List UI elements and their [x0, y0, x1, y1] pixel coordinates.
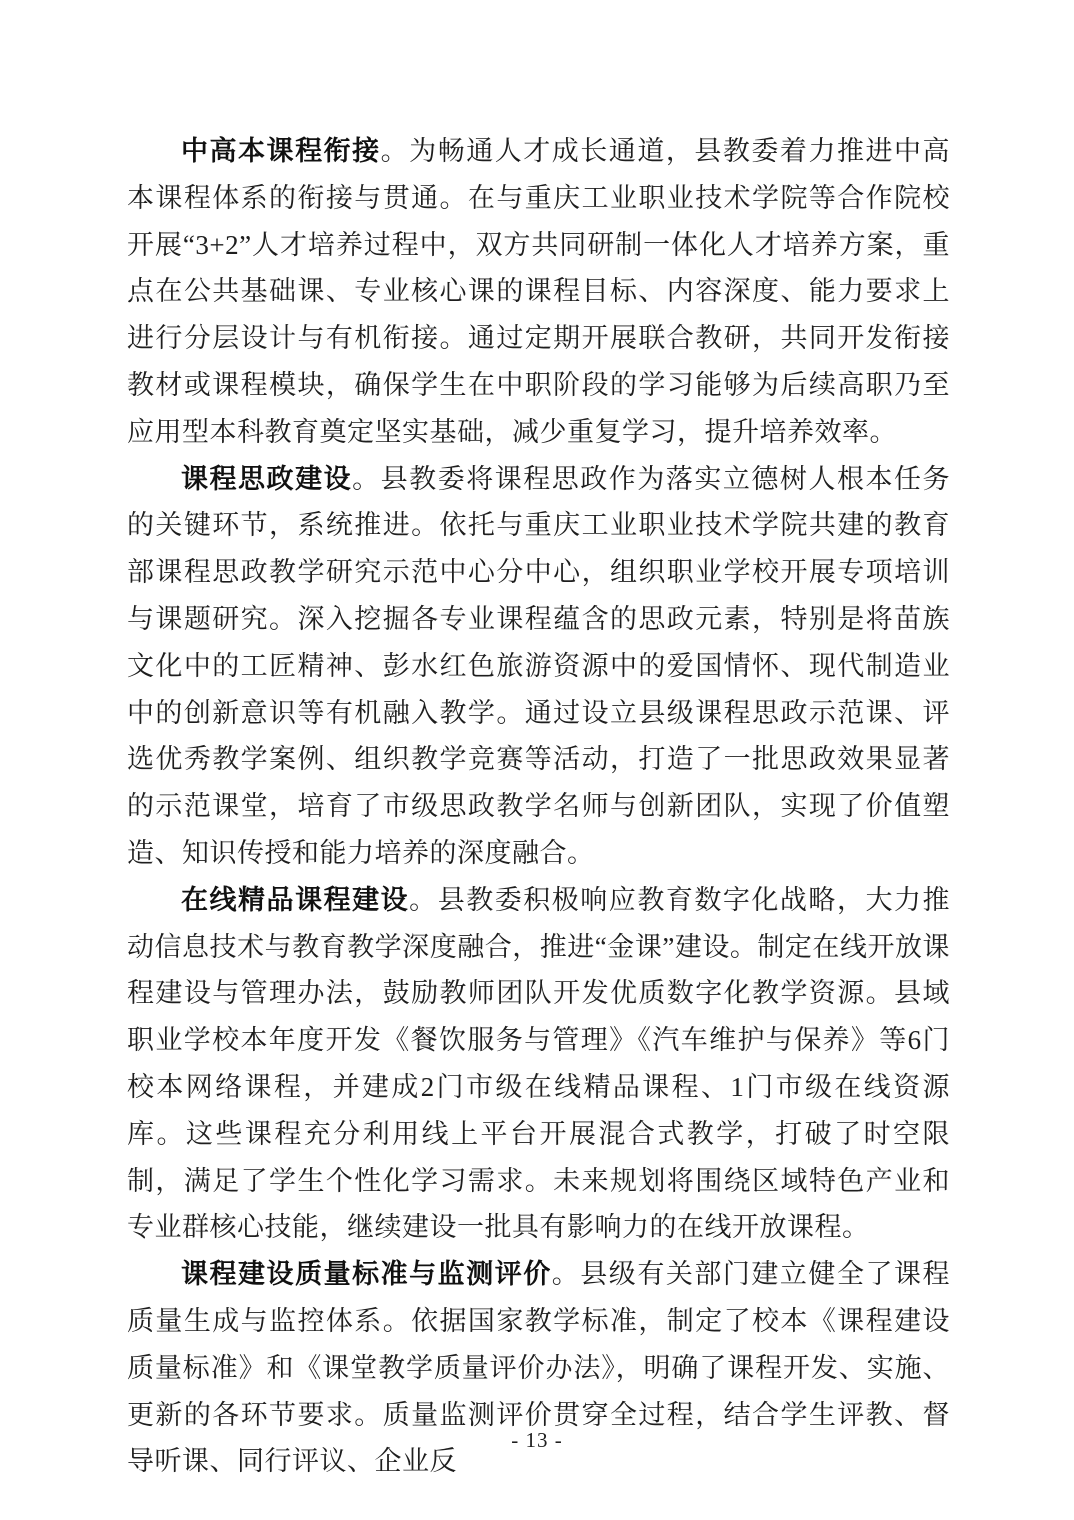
paragraph-lead: 在线精品课程建设	[181, 884, 410, 915]
paragraph-separator: 。	[352, 463, 381, 494]
paragraph-curriculum-ideology	[127, 456, 950, 877]
paragraph-text: 县教委将课程思政作为落实立德树人根本任务的关键环节，系统推进。依托与重庆工业职业技术学院共建的教育部课程思政教学研究示范中心分中心，组织职业学校开展专项培训与课题研究。深入挖掘各专业课程蕴含的思政元素，特别是将苗族文化中的工匠精神、彭水红色旅游资源中的爱国情怀、现代制造业中的创新意识等有机融入教学。通过设立县级课程思政示范课、评选优秀教学案例、组织教学竞赛等活动，打造了一批思政效果显著的示范课堂，培育了市级思政教学名师与创新团队，实现了价值塑造、知识传授和能力培养的深度融合。	[127, 463, 951, 868]
document-body	[127, 128, 950, 1485]
paragraph-text: 县教委积极响应教育数字化战略，大力推动信息技术与教育教学深度融合，推进“金课”建设。制定在线开放课程建设与管理办法，鼓励教师团队开发优质数字化教学资源。县域职业学校本年度开发《餐饮服务与管理》《汽车维护与保养》等6门校本网络课程，并建成2门市级在线精品课程、1门市级在线资源库。这些课程充分利用线上平台开展混合式教学，打破了时空限制，满足了学生个性化学习需求。未来规划将围绕区域特色产业和专业群核心技能，继续建设一批具有影响力的在线开放课程。	[127, 884, 951, 1243]
paragraph-text: 为畅通人才成长通道，县教委着力推进中高本课程体系的衔接与贯通。在与重庆工业职业技术学院等合作院校开展“3+2”人才培养过程中，双方共同研制一体化人才培养方案，重点在公共基础课、专业核心课的课程目标、内容深度、能力要求上进行分层设计与有机衔接。通过定期开展联合教研，共同开发衔接教材或课程模块，确保学生在中职阶段的学习能够为后续高职乃至应用型本科教育奠定坚实基础，减少重复学习，提升培养效率。	[127, 136, 951, 447]
paragraph-separator: 。	[409, 884, 438, 915]
paragraph-online-premium-courses	[127, 877, 950, 1251]
paragraph-separator: 。	[551, 1259, 581, 1290]
paragraph-separator: 。	[380, 136, 410, 166]
paragraph-lead: 中高本课程衔接	[181, 136, 381, 166]
paragraph-text: 县级有关部门建立健全了课程质量生成与监控体系。依据国家教学标准，制定了校本《课程建设质量标准》和《课堂教学质量评价办法》，明确了课程开发、实施、更新的各环节要求。质量监测评价贯穿全过程，结合学生评教、督导听课、同行评议、企业反	[127, 1259, 951, 1477]
paragraph-zhonggaoben-curriculum-link	[127, 128, 950, 456]
page-number: - 13 -	[511, 1428, 563, 1452]
paragraph-lead: 课程思政建设	[181, 463, 353, 494]
paragraph-lead: 课程建设质量标准与监测评价	[181, 1259, 552, 1290]
